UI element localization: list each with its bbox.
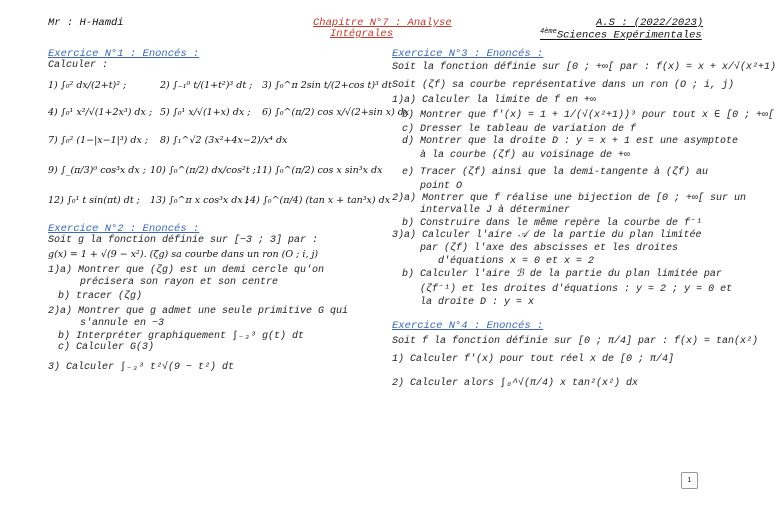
school-year: A.S : (2022/2023)	[596, 17, 704, 29]
ex2-line-10: 3) Calculer ∫₋₃³ t²√(9 − t²) dt	[48, 362, 235, 373]
ex3-line-16: b) Calculer l'aire ℬ de la partie du plan limitée par	[402, 269, 722, 280]
ex2-line-6: 2)a) Montrer que g admet une seule primitive G qui	[48, 306, 349, 317]
ex3-line-2: Soit (ζf) sa courbe représentative dans un ron (O ; i, j)	[392, 80, 735, 91]
ex3-line-1: Soit la fonction définie sur [0 ; +∞[ par : f(x) = x + x/√(x²+1)	[392, 62, 776, 73]
ex3-line-17: (ζf⁻¹) et les droites d'équations : y = 2 ; y = 0 et	[420, 284, 733, 295]
ex2-line-3: 1)a) Montrer que (ζg) est un demi cercle qu'on	[48, 265, 325, 276]
ex3-line-18: la droite D : y = x	[420, 297, 535, 308]
ex3-line-13: 3)a) Calculer l'aire 𝒜 de la partie du plan limitée	[392, 230, 702, 241]
page-number: 1	[681, 472, 698, 489]
chapter-subtitle: Intégrales	[330, 28, 394, 40]
ex3-line-3: 1)a) Calculer la limite de f en +∞	[392, 95, 597, 106]
chapter-title: Chapitre N°7 : Analyse	[313, 17, 452, 29]
ex2-line-2: g(x) = 1 + √(9 − x²). (ζg) sa courbe dans un ron (O ; i, j)	[48, 249, 319, 260]
ex1-title: Exercice N°1 : Enoncés :	[48, 48, 200, 60]
author: Mr : H-Hamdi	[48, 17, 124, 29]
ex1-item-9: 9) ∫_(π/3)⁰ cos³x dx ;	[48, 165, 146, 176]
ex3-line-5: c) Dresser le tableau de variation de f	[402, 124, 637, 135]
ex1-item-5: 5) ∫₀¹ x/√(1+x) dx ;	[160, 107, 251, 118]
ex1-item-14: 14) ∫₀^(π/4) (tan x + tan³x) dx	[244, 195, 391, 206]
ex3-line-7: à la courbe (ζf) au voisinage de +∞	[420, 150, 631, 161]
ex1-item-1: 1) ∫₀² dx/(2+t)² ;	[48, 80, 127, 91]
ex1-intro: Calculer :	[48, 60, 109, 71]
ex2-line-9: c) Calculer G(3)	[58, 342, 155, 353]
ex3-title: Exercice N°3 : Enoncés :	[392, 48, 544, 60]
ex1-item-12: 12) ∫₀¹ t sin(πt) dt ;	[48, 195, 140, 206]
ex3-line-4: b) Montrer que f′(x) = 1 + 1/(√(x²+1))³ pour tout x ∈ [0 ; +∞[	[402, 110, 775, 121]
ex1-item-10: 10) ∫₀^(π/2) dx/cos²t ;	[150, 165, 256, 176]
ex2-line-5: b) tracer (ζg)	[58, 291, 143, 302]
ex1-item-6: 6) ∫₀^(π/2) cos x/√(2+sin x) dx	[262, 107, 410, 118]
ex3-line-8: e) Tracer (ζf) ainsi que la demi-tangente à (ζf) au	[402, 167, 709, 178]
ex1-item-13: 13) ∫₀^π x cos³x dx ;	[150, 195, 249, 206]
ex1-item-3: 3) ∫₀^π 2sin t/(2+cos t)³ dt	[262, 80, 392, 91]
ex4-line-2: 1) Calculer f′(x) pour tout réel x de [0 ; π/4]	[392, 354, 675, 365]
ex1-item-4: 4) ∫₀¹ x²/√(1+2x³) dx ;	[48, 107, 153, 118]
ex3-line-11: intervalle J à déterminer	[420, 205, 571, 216]
ex1-item-7: 7) ∫₀² (1−|x−1|³) dx ;	[48, 135, 149, 146]
ex4-line-1: Soit f la fonction définie sur [0 ; π/4] par : f(x) = tan(x²)	[392, 336, 759, 347]
class-level: $^{4ème}$Sciences Expérimentales	[540, 28, 702, 42]
ex1-item-8: 8) ∫₁^√2 (3x²+4x−2)/x⁴ dx	[160, 135, 288, 146]
ex2-title: Exercice N°2 : Enoncés :	[48, 223, 200, 235]
ex2-line-7: s'annule en −3	[80, 318, 165, 329]
ex3-line-14: par (ζf) l'axe des abscisses et les droites	[420, 243, 679, 254]
ex2-line-8: b) Interpréter graphiquement ∫₋₃³ g(t) dt	[58, 331, 305, 342]
ex3-line-10: 2)a) Montrer que f réalise une bijection de [0 ; +∞[ sur un	[392, 193, 747, 204]
ex3-line-12: b) Construire dans le même repère la courbe de f⁻¹	[402, 218, 703, 229]
ex4-line-3: 2) Calculer alors ∫₀^√(π/4) x tan²(x²) dx	[392, 378, 639, 389]
ex4-title: Exercice N°4 : Enoncés :	[392, 320, 544, 332]
ex1-item-11: 11) ∫₀^(π/2) cos x sin³x dx	[256, 165, 383, 176]
ex3-line-6: d) Montrer que la droite D : y = x + 1 est une asymptote	[402, 136, 739, 147]
ex2-line-1: Soit g la fonction définie sur [−3 ; 3] par :	[48, 235, 319, 246]
ex3-line-15: d'équations x = 0 et x = 2	[438, 256, 595, 267]
ex3-line-9: point O	[420, 181, 463, 192]
ex1-item-2: 2) ∫₋₁⁰ t/(1+t²)³ dt ;	[160, 80, 253, 91]
ex2-line-4: précisera son rayon et son centre	[80, 277, 279, 288]
